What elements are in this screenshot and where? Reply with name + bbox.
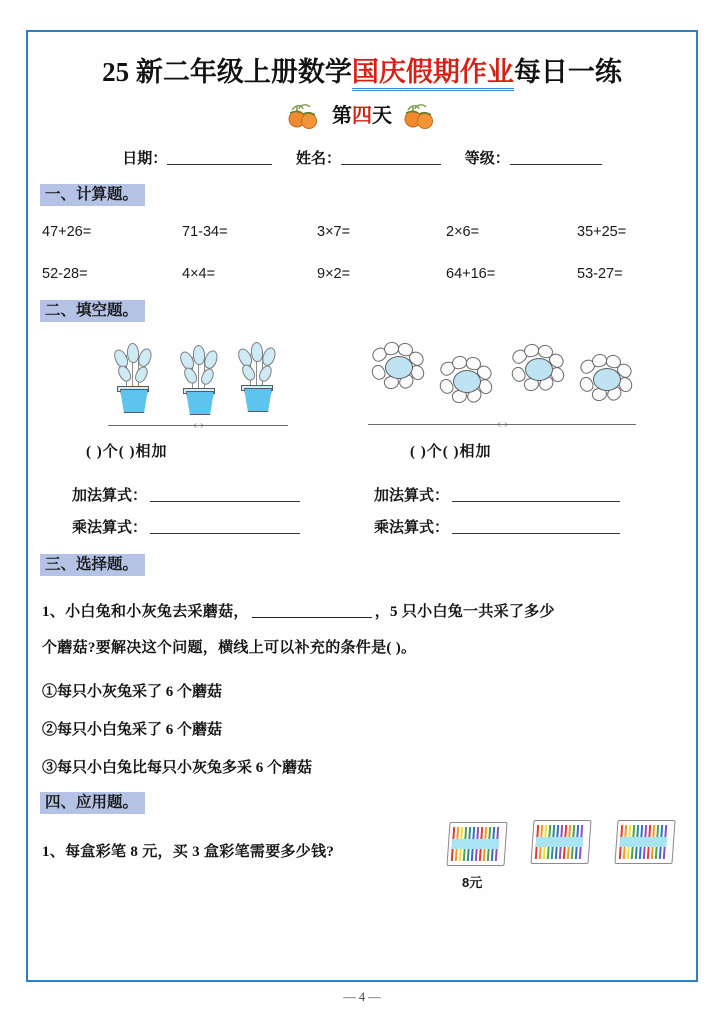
section-header-calculation: 一、计算题。 (40, 184, 145, 206)
grade-label: 等级： (464, 151, 510, 167)
choice-option-3[interactable]: ③每只小白兔比每只小灰兔多采 6 个蘑菇 (42, 760, 313, 776)
potted-plant-icon (106, 341, 160, 413)
flower-icon (436, 356, 496, 408)
multiplication-formula-label: 乘法算式： (374, 520, 450, 536)
choice-question-part-b: ，5 只小白兔一共采了多少 (374, 604, 555, 620)
page-border-frame (26, 30, 698, 982)
brace-tick (194, 423, 203, 428)
date-label: 日期： (122, 151, 168, 167)
persimmon-icon-right (402, 101, 438, 131)
section-header-fill-blank: 二、填空题。 (40, 300, 145, 322)
multiplication-formula-blank[interactable] (150, 519, 300, 534)
name-field[interactable] (296, 147, 441, 168)
calc-item[interactable]: 47+26= (42, 224, 92, 240)
addition-formula-label: 加法算式： (72, 488, 148, 504)
choice-option-2[interactable]: ②每只小白兔采了 6 个蘑菇 (42, 722, 223, 738)
calc-item[interactable]: 9×2= (317, 266, 351, 282)
application-question: 1、每盒彩笔 8 元，买 3 盒彩笔需要多少钱? (42, 844, 335, 860)
choice-question-blank[interactable] (252, 602, 372, 618)
pencil-boxes-illustration (446, 814, 686, 890)
choice-question-part-a: 1、小白兔和小灰兔去采蘑菇， (42, 604, 249, 620)
page-number: — 4 — (343, 990, 381, 1004)
subtitle-row (28, 100, 696, 132)
flowers-illustration (368, 342, 668, 442)
addition-formula-left[interactable] (72, 484, 300, 505)
flower-icon (368, 342, 428, 394)
pencil-box-icon (446, 820, 508, 868)
section-header-application: 四、应用题。 (40, 792, 145, 814)
grade-blank[interactable] (510, 149, 602, 165)
flower-icon (576, 354, 636, 406)
multiplication-formula-left[interactable] (72, 516, 300, 537)
addition-formula-label: 加法算式： (374, 488, 450, 504)
section-header-choice: 三、选择题。 (40, 554, 145, 576)
calc-item[interactable]: 2×6= (446, 224, 480, 240)
calc-item[interactable]: 52-28= (42, 266, 88, 282)
student-info-line (28, 147, 696, 171)
addition-formula-right[interactable] (374, 484, 620, 505)
date-field[interactable] (122, 147, 272, 168)
addition-formula-blank[interactable] (452, 487, 620, 502)
title-red-highlight: 国庆假期作业 (352, 57, 514, 91)
multiplication-formula-label: 乘法算式： (72, 520, 148, 536)
name-blank[interactable] (341, 149, 441, 165)
calculation-row-1 (42, 224, 686, 246)
date-blank[interactable] (167, 149, 272, 165)
choice-option-1[interactable]: ①每只小灰兔采了 6 个蘑菇 (42, 684, 223, 700)
choice-question-line-1 (42, 600, 555, 621)
calc-item[interactable]: 3×7= (317, 224, 351, 240)
flower-icon (508, 344, 568, 396)
grade-field[interactable] (465, 147, 602, 168)
multiplication-formula-right[interactable] (374, 516, 620, 537)
subtitle-pre: 第 (332, 105, 352, 128)
name-label: 姓名： (295, 151, 341, 167)
potted-plants-illustration (100, 337, 300, 437)
potted-plant-icon (230, 340, 284, 412)
subtitle-text (332, 105, 392, 127)
potted-plant-icon (172, 343, 226, 415)
multiplication-formula-blank[interactable] (452, 519, 620, 534)
calc-item[interactable]: 53-27= (577, 266, 623, 282)
count-expression-left[interactable]: ( )个( )相加 (86, 444, 168, 460)
brace-tick (498, 422, 507, 427)
count-expression-right[interactable]: ( )个( )相加 (410, 444, 492, 460)
calculation-row-2 (42, 266, 686, 288)
price-label: 8元 (462, 875, 483, 890)
calc-item[interactable]: 71-34= (182, 224, 228, 240)
title-black-first: 25 新二年级上册数学 (102, 57, 352, 87)
calc-item[interactable]: 64+16= (446, 266, 496, 282)
pencil-box-icon (530, 818, 592, 866)
pencil-box-icon (614, 818, 676, 866)
calc-item[interactable]: 35+25= (577, 224, 627, 240)
title-black-second: 每日一练 (513, 57, 622, 87)
persimmon-icon-left (286, 101, 322, 131)
calc-item[interactable]: 4×4= (182, 266, 216, 282)
subtitle-red-char: 四 (352, 105, 372, 128)
choice-question-line-2: 个蘑菇?要解决这个问题，横线上可以补充的条件是( )。 (42, 640, 417, 656)
addition-formula-blank[interactable] (150, 487, 300, 502)
subtitle-post: 天 (372, 105, 392, 128)
page-title (28, 50, 696, 89)
